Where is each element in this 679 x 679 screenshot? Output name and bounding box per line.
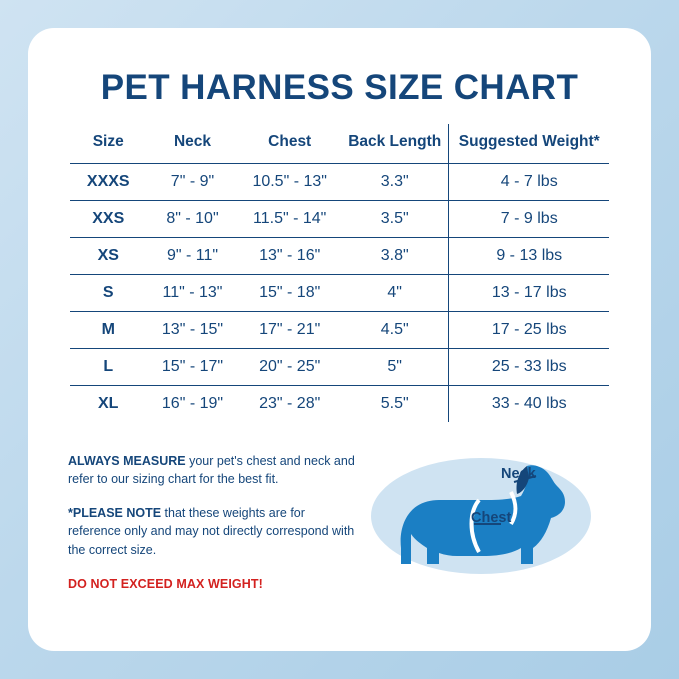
diagram-label-neck: Neck: [501, 466, 536, 482]
cell-back-length: 3.5": [380, 210, 409, 227]
max-weight-warning: DO NOT EXCEED MAX WEIGHT!: [68, 576, 263, 591]
cell-weight: 33 - 40 lbs: [449, 386, 609, 423]
cell-neck: 16" - 19": [161, 395, 224, 412]
cell-back-length: 4": [387, 284, 402, 301]
cell-neck: 9" - 11": [166, 247, 219, 264]
notes-block: [68, 448, 361, 593]
cell-size: XXXS: [86, 173, 130, 190]
cell-back-length: 4.5": [380, 321, 409, 338]
column-header-neck: Neck: [173, 133, 212, 150]
table-row: [70, 349, 609, 386]
column-header-size: Size: [92, 133, 124, 150]
table-row: [70, 164, 609, 201]
cell-neck: 11" - 13": [162, 284, 223, 301]
cell-weight: 25 - 33 lbs: [449, 349, 609, 386]
cell-size: S: [102, 284, 114, 301]
cell-back-length: 3.8": [380, 247, 409, 264]
table-row: [70, 312, 609, 349]
cell-chest: 11.5" - 14": [253, 210, 327, 227]
cell-size: M: [101, 321, 115, 338]
diagram-label-chest: Chest: [471, 510, 512, 526]
cell-chest: 17" - 21": [259, 321, 321, 338]
note-please-note-rest: that these weights are for reference only and may not directly correspond with the correct size.: [68, 506, 355, 557]
cell-weight: 13 - 17 lbs: [449, 275, 609, 312]
cell-back-length: 5": [387, 358, 402, 375]
table-header: [70, 124, 609, 164]
column-header-chest: Chest: [268, 133, 312, 150]
size-table: [70, 124, 609, 422]
cell-chest: 15" - 18": [259, 284, 321, 301]
cell-neck: 7" - 9": [170, 173, 215, 190]
table-row: [70, 275, 609, 312]
notes-and-diagram: [58, 448, 621, 593]
cell-neck: 15" - 17": [161, 358, 224, 375]
table-row: [70, 238, 609, 275]
cell-chest: 13" - 16": [259, 247, 321, 264]
cell-weight: 9 - 13 lbs: [449, 238, 609, 275]
cell-back-length: 5.5": [380, 395, 409, 412]
note-always-measure: [68, 452, 361, 488]
cell-neck: 8" - 10": [166, 210, 219, 227]
column-header-suggested-weight: Suggested Weight*: [449, 124, 609, 164]
column-header-back-length: Back Length: [348, 133, 442, 150]
cell-weight: 7 - 9 lbs: [449, 201, 609, 238]
cell-weight: 17 - 25 lbs: [449, 312, 609, 349]
table-row: [70, 386, 609, 423]
cell-size: XXS: [92, 210, 125, 227]
size-chart-card: [28, 28, 651, 651]
cell-chest: 23" - 28": [259, 395, 321, 412]
note-always-measure-lead: ALWAYS MEASURE: [68, 454, 186, 468]
size-table-container: [58, 124, 621, 422]
cell-back-length: 3.3": [380, 173, 409, 190]
cell-size: L: [103, 358, 114, 375]
page-title: PET HARNESS SIZE CHART: [100, 68, 579, 107]
cell-neck: 13" - 15": [161, 321, 224, 338]
cell-chest: 10.5" - 13": [252, 173, 327, 190]
note-please-note: [68, 504, 361, 558]
dog-measurement-diagram: [361, 448, 611, 583]
cell-size: XL: [98, 395, 119, 412]
cell-chest: 20" - 25": [259, 358, 321, 375]
table-row: [70, 201, 609, 238]
table-body: [70, 164, 609, 423]
note-please-note-lead: *PLEASE NOTE: [68, 506, 162, 521]
table-header-row: [70, 124, 609, 164]
cell-size: XS: [97, 247, 119, 264]
note-always-measure-rest: your pet's chest and neck and refer to our sizing chart for the best fit.: [68, 454, 355, 487]
cell-weight: 4 - 7 lbs: [449, 164, 609, 201]
